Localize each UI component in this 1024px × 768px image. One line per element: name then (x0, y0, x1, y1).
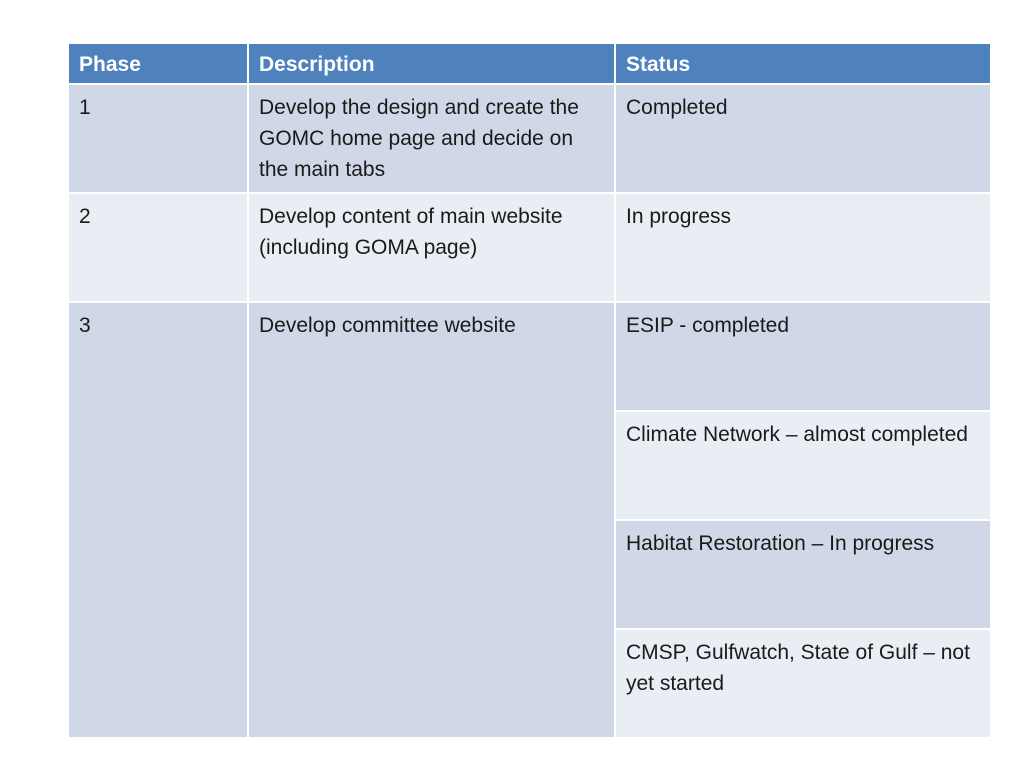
header-description: Description (248, 43, 615, 84)
table-row (68, 84, 991, 193)
phase-cell: 1 (68, 84, 248, 193)
status-cell: Completed (615, 84, 991, 193)
status-cell: ESIP - completed (615, 302, 991, 411)
description-cell: Develop the design and create the GOMC home page and decide on the main tabs (248, 84, 615, 193)
status-cell: In progress (615, 193, 991, 302)
phase-status-table (67, 42, 992, 739)
header-phase: Phase (68, 43, 248, 84)
phase-cell: 3 (68, 302, 248, 738)
header-status: Status (615, 43, 991, 84)
status-cell: Climate Network – almost completed (615, 411, 991, 520)
status-cell: CMSP, Gulfwatch, State of Gulf – not yet started (615, 629, 991, 738)
status-cell: Habitat Restoration – In progress (615, 520, 991, 629)
phase-cell: 2 (68, 193, 248, 302)
table-header-row (68, 43, 991, 84)
table-row (68, 193, 991, 302)
description-cell: Develop committee website (248, 302, 615, 738)
description-cell: Develop content of main website (including GOMA page) (248, 193, 615, 302)
table-row (68, 302, 991, 411)
